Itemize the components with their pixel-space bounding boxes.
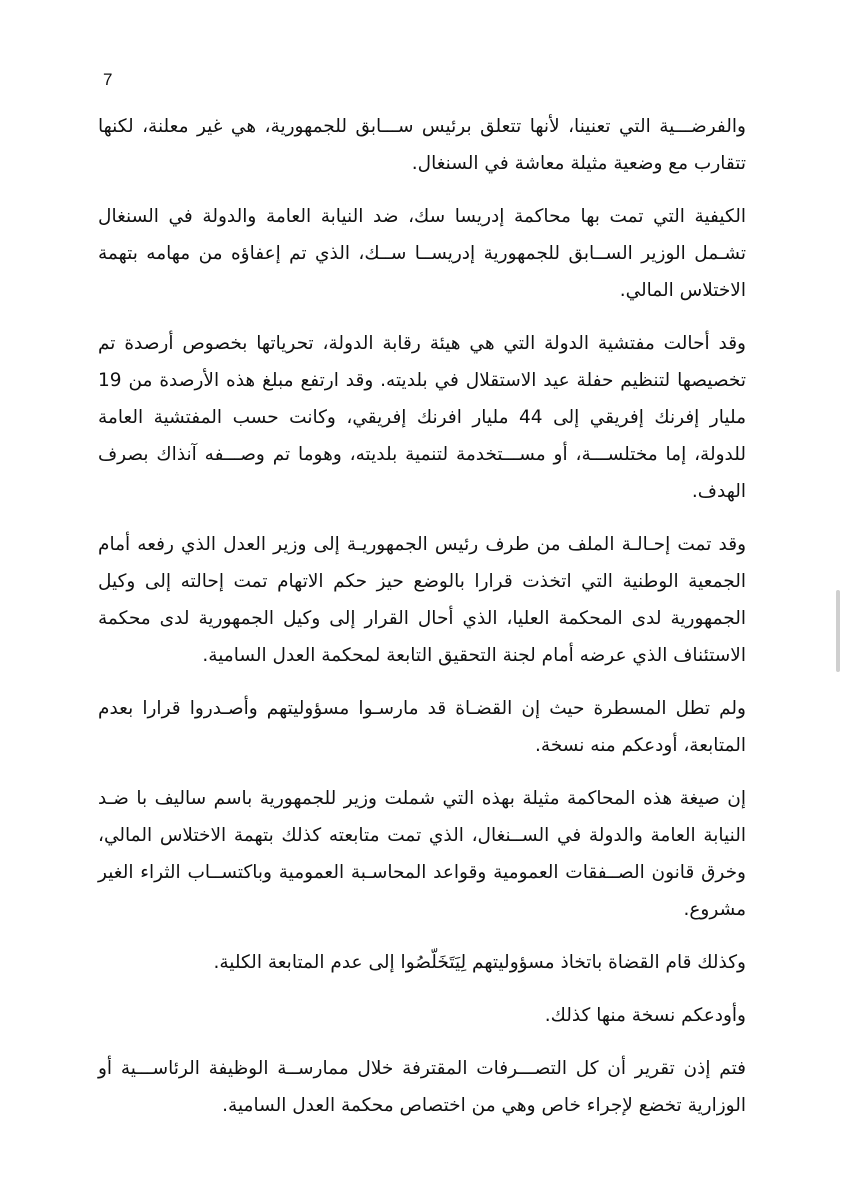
paragraph-9: فتم إذن تقرير أن كل التصـــرفات المقترفة خلال ممارســة الوظيفة الرئاســـية أو الوزارية تخضع لإجراء خاص وهي من اختصاص محكمة العدل السامية.	[98, 1058, 746, 1116]
paragraph-4: وقد تمت إحـالـة الملف من طرف رئيس الجمهوريـة إلى وزير العدل الذي رفعه أمام الجمعية الوطنية التي اتخذت قرارا بالوضع حيز حكم الاتهام تمت إحالته إلى وكيل الجمهورية لدى المحكمة العليا، الذي أحال القرار إلى وكيل الجمهورية لدى محكمة الاستئناف الذي عرضه أمام لجنة التحقيق التابعة لمحكمة العدل السامية.	[98, 534, 746, 666]
scrollbar-thumb[interactable]	[836, 590, 840, 672]
document-body	[98, 108, 746, 1140]
paragraph-8: وأودعكم نسخة منها كذلك.	[544, 1005, 746, 1026]
paragraph-7: وكذلك قام القضاة باتخاذ مسؤوليتهم لِيَتَخَلّصُوا إلى عدم المتابعة الكلية.	[213, 952, 746, 973]
paragraph-3: وقد أحالت مفتشية الدولة التي هي هيئة رقابة الدولة، تحرياتها بخصوص أرصدة تم تخصيصها لتنظيم حفلة عيد الاستقلال في بلديته. وقد ارتفع مبلغ هذه الأرصدة من 19 مليار إفرنك إفريقي إلى 44 مليار افرنك إفريقي، وكانت حسب المفتشية العامة للدولة، إما مختلســـة، أو مســـتخدمة لتنمية بلديته، وهوما تم وصـــفه آنذاك بصرف الهدف.	[98, 333, 746, 502]
scrollbar[interactable]	[828, 0, 840, 1200]
paragraph-5: ولم تطل المسطرة حيث إن القضـاة قد مارسـوا مسؤوليتهم وأصـدروا قرارا بعدم المتابعة، أودعكم منه نسخة.	[98, 698, 746, 756]
paragraph-6: إن صيغة هذه المحاكمة مثيلة بهذه التي شملت وزير للجمهورية باسم ساليف با ضـد النيابة العامة والدولة في الســنغال، الذي تمت متابعته كذلك بتهمة الاختلاس المالي، وخرق قانون الصــفقات العمومية وقواعد المحاسـبة العمومية وباكتســاب الثراء الغير مشروع.	[98, 788, 746, 920]
page-number: 7	[103, 70, 113, 89]
paragraph-2: الكيفية التي تمت بها محاكمة إدريسا سك، ضد النيابة العامة والدولة في السنغال تشـمل الوزير الســابق للجمهورية إدريســا ســك، الذي تم إعفاؤه من مهامه بتهمة الاختلاس المالي.	[98, 206, 746, 301]
paragraph-1: والفرضـــية التي تعنينا، لأنها تتعلق برئيس ســـابق للجمهورية، هي غير معلنة، لكنها تتقارب مع وضعية مثيلة معاشة في السنغال.	[98, 116, 746, 174]
